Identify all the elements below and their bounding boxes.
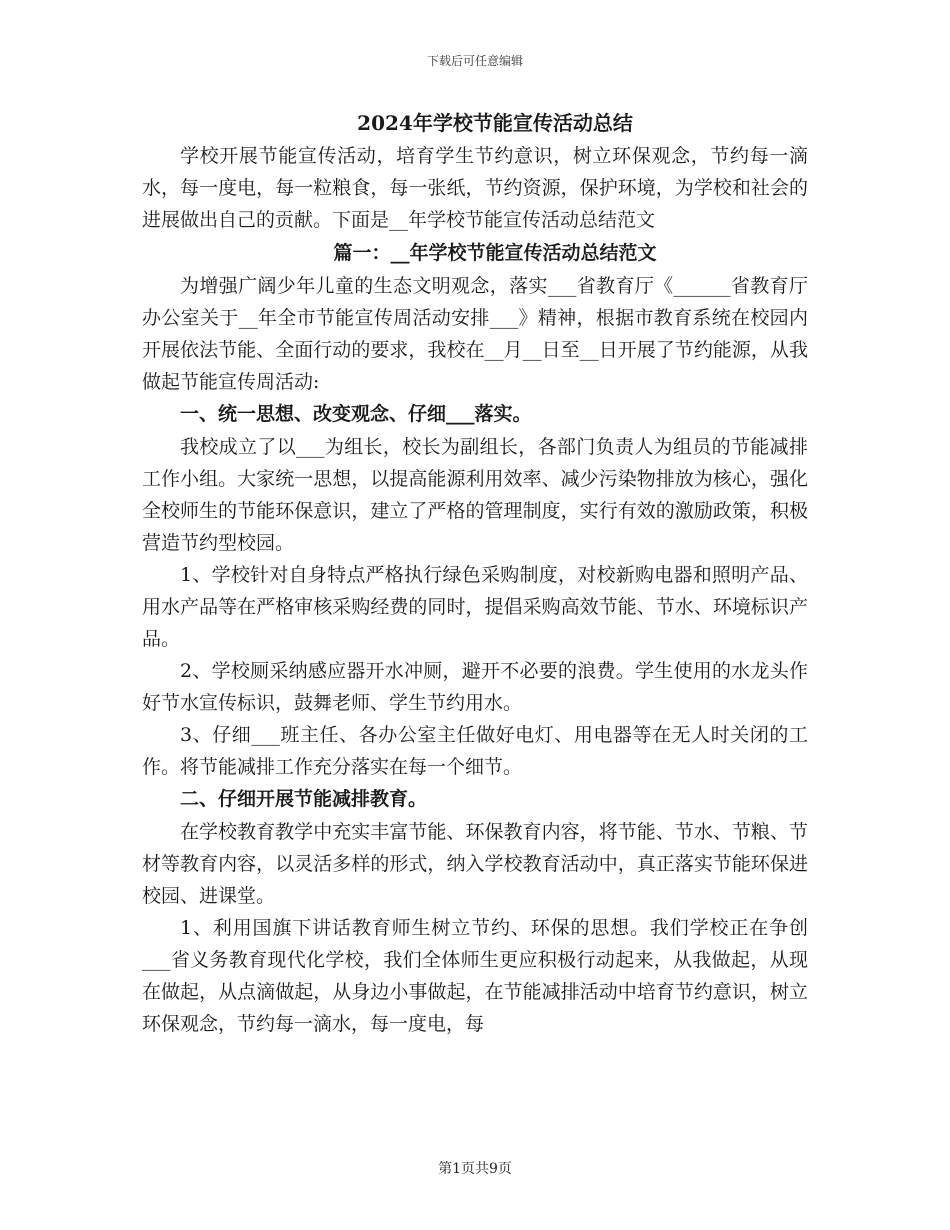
paragraph-3: 1、学校针对自身特点严格执行绿色采购制度，对校新购电器和照明产品、用水产品等在严格审核采购经费的同时，提倡采购高效节能、节水、环境标识产品。 bbox=[142, 564, 808, 650]
section-title: 篇一：__年学校节能宣传活动总结范文 bbox=[333, 242, 657, 264]
page-header-note: 下载后可任意编辑 bbox=[426, 54, 523, 68]
paragraph-2: 我校成立了以___为组长，校长为副组长，各部门负责人为组员的节能减排工作小组。大家统一思想，以提高能源利用效率、减少污染物排放为核心，强化全校师生的节能环保意识，建立了严格的管理制度，实行有效的激励政策，积极营造节约型校园。 bbox=[142, 436, 808, 554]
intro-paragraph: 学校开展节能宣传活动，培育学生节约意识，树立环保观念，节约每一滴水，每一度电，每一粒粮食，每一张纸，节约资源，保护环境，为学校和社会的进展做出自己的贡献。下面是__年学校节能宣传活动总结范文 bbox=[142, 145, 808, 231]
paragraph-7: 1、利用国旗下讲话教育师生树立节约、环保的思想。我们学校正在争创___省义务教育现代化学校，我们全体师生更应积极行动起来，从我做起，从现在做起，从点滴做起，从身边小事做起，在节能减排活动中培育节约意识，树立环保观念，节约每一滴水，每一度电，每 bbox=[142, 917, 808, 1035]
paragraph-6: 在学校教育教学中充实丰富节能、环保教育内容，将节能、节水、节粮、节材等教育内容，以灵活多样的形式，纳入学校教育活动中，真正落实节能环保进校园、进课堂。 bbox=[142, 821, 808, 907]
paragraph-5: 3、仔细___班主任、各办公室主任做好电灯、用电器等在无人时关闭的工作。将节能减排工作充分落实在每一个细节。 bbox=[142, 724, 808, 778]
paragraph-1: 为增强广阔少年儿童的生态文明观念，落实___省教育厅《______省教育厅办公室关于__年全市节能宣传周活动安排___》精神，根据市教育系统在校园内开展依法节能、全面行动的要求，我校在__月__日至__日开展了节约能源，从我做起节能宣传周活动: bbox=[142, 275, 808, 393]
heading-1: 一、统一思想、改变观念、仔细___落实。 bbox=[180, 403, 532, 425]
document-body bbox=[142, 106, 808, 1040]
paragraph-4: 2、学校厕采纳感应器开水冲厕，避开不必要的浪费。学生使用的水龙头作好节水宣传标识，鼓舞老师、学生节约用水。 bbox=[142, 660, 808, 714]
page-number: 第1页共9页 bbox=[438, 1161, 512, 1177]
document-title: 2024年学校节能宣传活动总结 bbox=[357, 111, 633, 135]
heading-2: 二、仔细开展节能减排教育。 bbox=[180, 788, 428, 810]
